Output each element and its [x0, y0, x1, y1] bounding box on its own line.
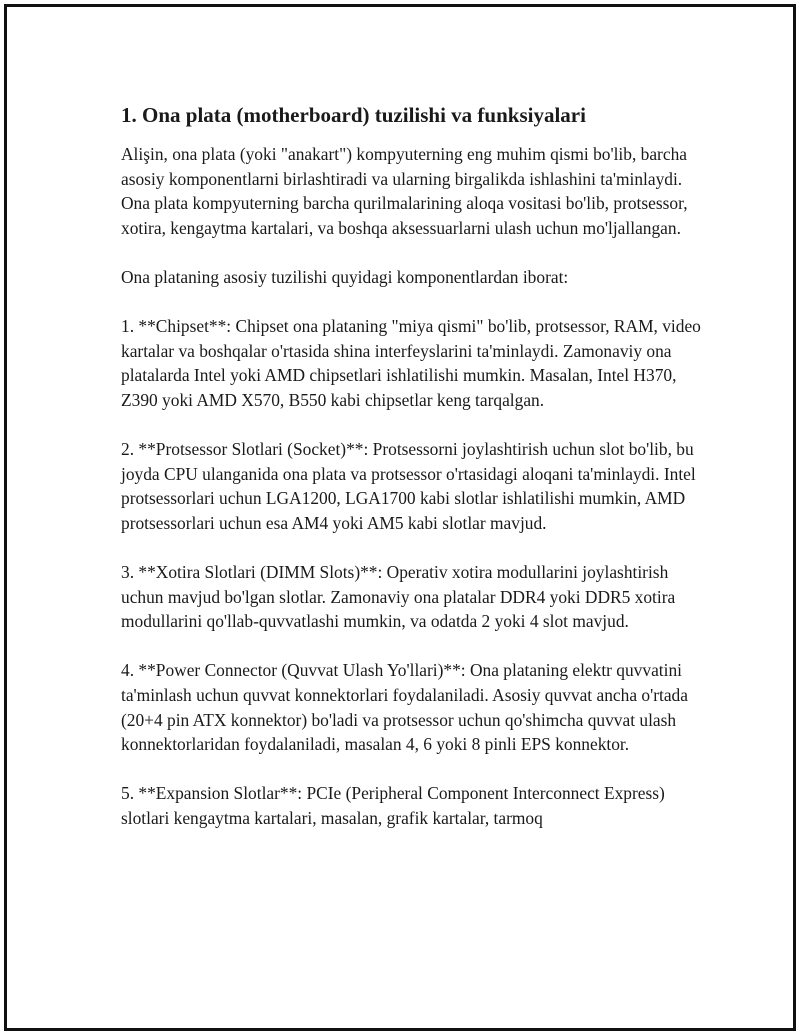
structure-lead-paragraph: Ona plataning asosiy tuzilishi quyidagi komponentlardan iborat:: [121, 266, 569, 287]
memory-slots-paragraph: 3. **Xotira Slotlari (DIMM Slots)**: Operativ xotira modullarini joylashtirish uchun mavjud bo'lgan slotlar. Zamonaviy ona platalar DDR4 yoki DDR5 xotira modullarini qo'llab-quvvatlashi mumkin, va odatda 2 yoki 4 slot mavjud.: [121, 562, 676, 632]
expansion-slots-paragraph: 5. **Expansion Slotlar**: PCIe (Peripheral Component Interconnect Express) slotlari kengaytma kartalari, masalan, grafik kartalar, tarmoq: [121, 783, 665, 829]
chipset-paragraph: 1. **Chipset**: Chipset ona plataning "miya qismi" bo'lib, protsessor, RAM, video kartalar va boshqalar o'rtasida shina interfeyslarini ta'minlaydi. Zamonaviy ona platalarda Intel yoki AMD chipsetlari ishlatilishi mumkin. Masalan, Intel H370, Z390 yoki AMD X570, B550 kabi chipsetlar keng tarqalgan.: [121, 316, 701, 410]
document-heading: 1. Ona plata (motherboard) tuzilishi va funksiyalari: [121, 103, 586, 127]
document-body: [121, 102, 701, 855]
document-page: [4, 4, 796, 1031]
intro-paragraph: Alişin, ona plata (yoki "anakart") kompyuterning eng muhim qismi bo'lib, barcha asosiy komponentlarni birlashtiradi va ularning birgalikda ishlashini ta'minlaydi. Ona plata kompyuterning barcha qurilmalarining aloqa vositasi bo'lib, protsessor, xotira, kengaytma kartalari, va boshqa aksessuarlarni ulash uchun mo'ljallangan.: [121, 144, 688, 238]
power-connector-paragraph: 4. **Power Connector (Quvvat Ulash Yo'llari)**: Ona plataning elektr quvvatini ta'minlash uchun quvvat konnektorlari foydalaniladi. Asosiy quvvat ancha o'rtada (20+4 pin ATX konnektor) bo'ladi va protsessor uchun qo'shimcha quvvat ulash konnektorlaridan foydalaniladi, masalan 4, 6 yoki 8 pinli EPS konnektor.: [121, 660, 688, 755]
socket-paragraph: 2. **Protsessor Slotlari (Socket)**: Protsessorni joylashtirish uchun slot bo'lib, bu joyda CPU ulanganida ona plata va protsessor o'rtasidagi aloqani ta'minlaydi. Intel protsessorlari uchun LGA1200, LGA1700 kabi slotlar ishlatilishi mumkin, AMD protsessorlari uchun esa AM4 yoki AM5 kabi slotlar mavjud.: [121, 439, 696, 533]
